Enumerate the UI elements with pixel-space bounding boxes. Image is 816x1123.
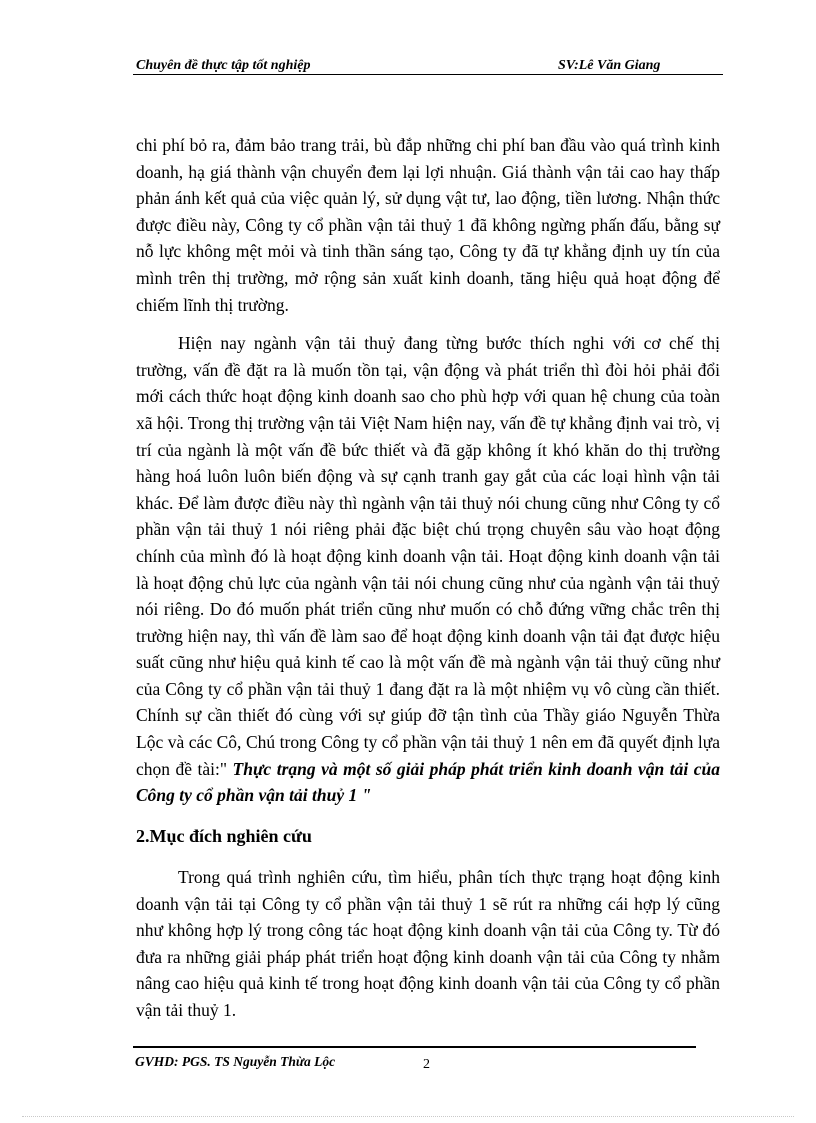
page-number: 2: [423, 1057, 430, 1072]
topic-title: Thực trạng và một số giải pháp phát triển kinh doanh vận tải của Công ty cổ phần vận tải thuỷ 1 ": [136, 758, 720, 806]
page-header: [133, 56, 723, 76]
paragraph-context: [136, 330, 720, 809]
section-body: [136, 864, 720, 1024]
header-thesis-title: Chuyên đề thực tập tốt nghiệp: [136, 58, 311, 73]
header-student-name: SV:Lê Văn Giang: [558, 58, 661, 73]
section-heading: 2.Mục đích nghiên cứu: [136, 826, 312, 846]
paragraph-context-text: Hiện nay ngành vận tải thuỷ đang từng bước thích nghi với cơ chế thị trường, vấn đề đặt ra là muốn tồn tại, vận động và phát triển thì đòi hỏi phải đổi mới cách thức hoạt động kinh doanh sao cho phù hợp với quan hệ chung của toàn xã hội. Trong thị trường vận tải Việt Nam hiện nay, vấn đề tự khẳng định vai trò, vị trí của ngành là một vấn đề bức thiết và đã gặp không ít khó khăn do thị trường hàng hoá luôn luôn biến động và sự cạnh tranh gay gắt của các loại hình vận tải khác. Để làm được điều này thì ngành vận tải thuỷ nói chung cũng như Công ty cổ phần vận tải thuỷ 1 nói riêng phải đặc biệt chú trọng chuyên sâu vào hoạt động chính của mình đó là hoạt động kinh doanh vận tải. Hoạt động kinh doanh vận tải là hoạt động chủ lực của ngành vận tải nói chung cũng như của ngành vận tải thuỷ nói riêng. Do đó muốn phát triển cũng như muốn có chỗ đứng vững chắc trên thị trường hiện nay, thì vấn đề làm sao để hoạt động kinh doanh vận tải đạt được hiệu suất cũng như hiệu quả kinh tế cao là một vấn đề mà ngành vận tải thuỷ cũng như của Công ty cổ phần vận tải thuỷ 1 đang đặt ra là một nhiệm vụ vô cùng cần thiết. Chính sự cần thiết đó cùng với sự giúp đỡ tận tình của Thầy giáo Nguyễn Thừa Lộc và các Cô, Chú trong Công ty cổ phần vận tải thuỷ 1 nên em đã quyết định lựa chọn đề tài:": [136, 333, 720, 779]
paragraph-purpose: Trong quá trình nghiên cứu, tìm hiểu, phân tích thực trạng hoạt động kinh doanh vận tải tại Công ty cổ phần vận tải thuỷ 1 sẽ rút ra những cái hợp lý cũng như không hợp lý trong công tác hoạt động kinh doanh vận tải của Công ty. Từ đó đưa ra những giải pháp phát triển hoạt động kinh doanh vận tải của Công ty nhằm nâng cao hiệu quả kinh tế trong hoạt động kinh doanh vận tải của Công ty cổ phần vận tải thuỷ 1.: [136, 867, 720, 1020]
page-bottom-border: [22, 1116, 794, 1117]
body-text: [136, 132, 720, 809]
footer-supervisor: GVHD: PGS. TS Nguyễn Thừa Lộc: [135, 1054, 336, 1069]
paragraph-intro-continuation: chi phí bỏ ra, đảm bảo trang trải, bù đắp những chi phí ban đầu vào quá trình kinh doanh, hạ giá thành vận chuyển đem lại lợi nhuận. Giá thành vận tải cao hay thấp phản ánh kết quả của việc quản lý, sử dụng vật tư, lao động, tiền lương. Nhận thức được điều này, Công ty cổ phần vận tải thuỷ 1 đã không ngừng phấn đấu, bằng sự nỗ lực không mệt mỏi và tinh thần sáng tạo, Công ty đã tự khẳng định uy tín của mình trên thị trường, mở rộng sản xuất kinh doanh, tăng hiệu quả hoạt động để chiếm lĩnh thị trường.: [136, 135, 720, 315]
header-divider: [133, 74, 723, 75]
footer-divider: [133, 1046, 696, 1048]
